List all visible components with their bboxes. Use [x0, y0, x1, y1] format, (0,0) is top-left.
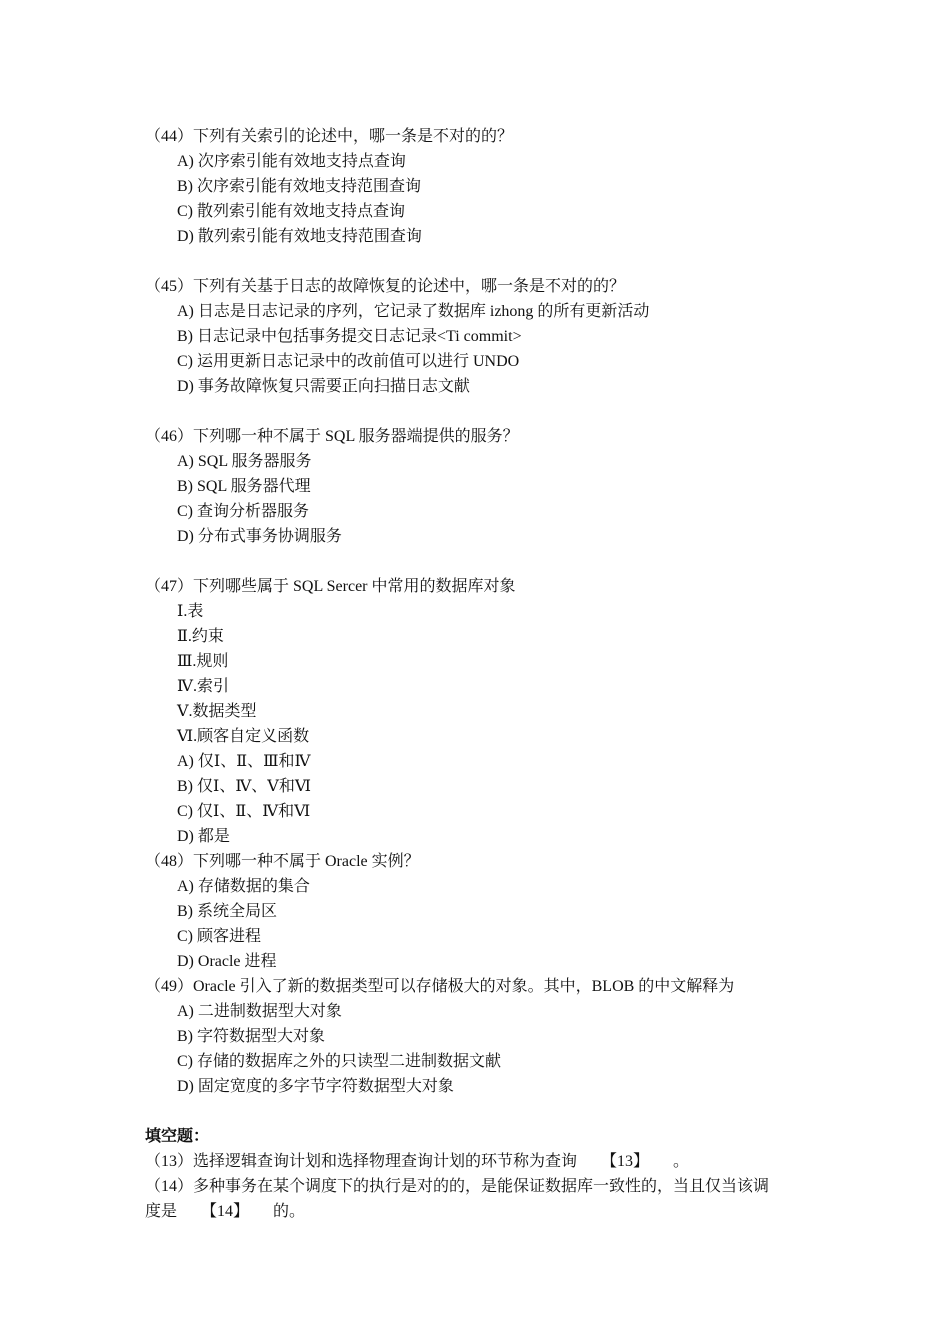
question-45-option-c: C) 运用更新日志记录中的改前值可以进行 UNDO — [177, 353, 520, 370]
fill-question-13: （13）选择逻辑查询计划和选择物理查询计划的环节称为查询 【13】 。 — [145, 1153, 690, 1170]
question-44-option-c: C) 散列索引能有效地支持点查询 — [177, 203, 406, 220]
question-46-stem: （46）下列哪一种不属于 SQL 服务器端提供的服务？ — [145, 428, 519, 445]
spacer — [145, 399, 825, 424]
question-48-stem: （48）下列哪一种不属于 Oracle 实例？ — [145, 853, 420, 870]
question-48-option-b: B) 系统全局区 — [177, 903, 278, 920]
question-47-item-3: Ⅲ.规则 — [177, 653, 229, 670]
question-49-option-a: A) 二进制数据型大对象 — [177, 1003, 342, 1020]
question-47-item-5: Ⅴ.数据类型 — [177, 703, 257, 720]
question-47-stem: （47）下列哪些属于 SQL Sercer 中常用的数据库对象 — [145, 578, 516, 595]
fill-question-14-line-1: （14）多种事务在某个调度下的执行是对的的，是能保证数据库一致性的，当且仅当该调 — [145, 1178, 770, 1195]
question-47-option-b: B) 仅Ⅰ、Ⅳ、Ⅴ和Ⅵ — [177, 778, 311, 795]
spacer — [145, 249, 825, 274]
question-47-item-6: Ⅵ.顾客自定义函数 — [177, 728, 310, 745]
question-44-option-b: B) 次序索引能有效地支持范围查询 — [177, 178, 422, 195]
question-47-option-c: C) 仅Ⅰ、Ⅱ、Ⅳ和Ⅵ — [177, 803, 311, 820]
question-46-option-b: B) SQL 服务器代理 — [177, 478, 311, 495]
question-47-item-4: Ⅳ.索引 — [177, 678, 229, 695]
question-46-option-d: D) 分布式事务协调服务 — [177, 528, 342, 545]
question-45-option-d: D) 事务故障恢复只需要正向扫描日志文献 — [177, 378, 470, 395]
question-48-option-a: A) 存储数据的集合 — [177, 878, 310, 895]
question-46-option-a: A) SQL 服务器服务 — [177, 453, 312, 470]
question-44-option-d: D) 散列索引能有效地支持范围查询 — [177, 228, 422, 245]
question-49-option-d: D) 固定宽度的多字节字符数据型大对象 — [177, 1078, 454, 1095]
question-45-option-b: B) 日志记录中包括事务提交日志记录<Ti commit> — [177, 328, 522, 345]
question-49-stem: （49）Oracle 引入了新的数据类型可以存储极大的对象。其中，BLOB 的中文解释为 — [145, 978, 735, 995]
question-45-option-a: A) 日志是日志记录的序列，它记录了数据库 izhong 的所有更新活动 — [177, 303, 650, 320]
spacer — [145, 549, 825, 574]
fill-blank-section-title: 填空题： — [145, 1128, 210, 1145]
fill-question-14-line-2: 度是 【14】 的。 — [145, 1203, 306, 1220]
question-48-option-c: C) 顾客进程 — [177, 928, 262, 945]
question-47-option-a: A) 仅Ⅰ、Ⅱ、Ⅲ和Ⅳ — [177, 753, 311, 770]
question-47-item-2: Ⅱ.约束 — [177, 628, 224, 645]
question-49-option-b: B) 字符数据型大对象 — [177, 1028, 326, 1045]
spacer — [145, 1099, 825, 1124]
question-48-option-d: D) Oracle 进程 — [177, 953, 277, 970]
question-44-option-a: A) 次序索引能有效地支持点查询 — [177, 153, 406, 170]
question-49-option-c: C) 存储的数据库之外的只读型二进制数据文献 — [177, 1053, 502, 1070]
question-44-stem: （44）下列有关索引的论述中，哪一条是不对的的？ — [145, 128, 514, 145]
document-content — [145, 124, 825, 1224]
question-47-option-d: D) 都是 — [177, 828, 230, 845]
question-47-item-1: Ⅰ.表 — [177, 603, 204, 620]
question-45-stem: （45）下列有关基于日志的故障恢复的论述中，哪一条是不对的的？ — [145, 278, 626, 295]
question-46-option-c: C) 查询分析器服务 — [177, 503, 310, 520]
